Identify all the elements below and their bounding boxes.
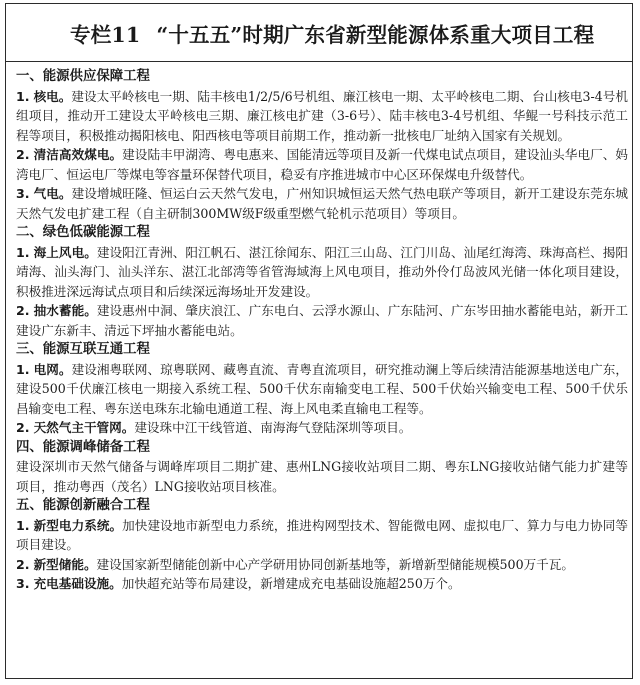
item-text: 建设惠州中洞、肇庆浪江、广东电白、云浮水源山、广东陆河、广东岑田抽水蓄能电站，新开工建设广东新丰、清远下坪抽水蓄能电站。 <box>16 303 629 338</box>
item-heading: 核电。 <box>33 88 72 104</box>
item-heading: 新型储能。 <box>33 556 97 572</box>
section-heading: 二、绿色低碳能源工程 <box>16 225 150 240</box>
list-item <box>16 555 628 575</box>
item-heading: 气电。 <box>33 186 72 201</box>
section-heading: 四、能源调峰储备工程 <box>16 439 150 455</box>
item-text: 建设增城旺隆、恒运白云天然气发电，广州知识城恒运天然气热电联产等项目，新开工建设东莞东城天然气发电扩建工程（自主研制300MW级F级重型燃气轮机示范项目）等项目。 <box>16 186 629 221</box>
item-number: 1. <box>16 244 30 260</box>
item-heading: 天然气主干管网。 <box>33 420 135 435</box>
item-text: 建设珠中江干线管道、南海海气登陆深圳等项目。 <box>134 420 412 435</box>
item-number: 1. <box>16 88 30 104</box>
item-text: 建设国家新型储能创新中心产学研用协同创新基地等，新增新型储能规模500万千瓦。 <box>96 556 574 572</box>
box-label: 专栏11 <box>70 22 141 47</box>
item-text: 加快建设地市新型电力系统，推进构网型技术、智能微电网、虚拟电厂、算力与电力协同等项目建设。 <box>16 517 628 552</box>
list-item <box>16 360 628 419</box>
item-text: 建设湘粤联网、琼粤联网、藏粤直流、青粤直流项目，研究推动澜上等后续清洁能源基地送电广东，建设500千伏廉江核电一期接入系统工程、500千伏东南输变电工程、500千伏始兴输变电工程、500千伏乐昌输变电工程、粤东送电珠东北输电通道工程、海上风电柔直输电工程等。 <box>16 361 629 416</box>
item-heading: 海上风电。 <box>33 244 97 260</box>
item-number: 3. <box>16 186 30 201</box>
item-heading: 新型电力系统。 <box>33 517 123 533</box>
item-number: 1. <box>16 517 30 533</box>
item-number: 2. <box>16 556 30 572</box>
item-text: 建设陆丰甲湖湾、粤电惠来、国能清远等项目及新一代煤电试点项目，建设汕头华电厂、妈湾电厂、恒运电厂等煤电等容量环保替代项目，稳妥有序推进城市中心区环保煤电升级替代。 <box>16 147 628 182</box>
item-text: 建设阳江青洲、阳江帆石、湛江徐闻东、阳江三山岛、江门川岛、汕尾红海湾、珠海高栏、揭阳靖海、汕头海门、汕头洋东、湛江北部湾等省管海域海上风电项目，推动外伶仃岛波风光储一体化项目建设，积极推进深远海试点项目和后续深远海场址开发建设。 <box>16 244 629 299</box>
item-number: 3. <box>16 576 30 591</box>
item-number: 2. <box>16 147 30 162</box>
list-item <box>16 145 628 184</box>
item-heading: 电网。 <box>33 361 72 377</box>
section-heading: 一、能源供应保障工程 <box>16 69 150 84</box>
item-number: 1. <box>16 361 30 377</box>
list-item <box>16 243 628 302</box>
list-item <box>16 516 628 555</box>
box-title-bar <box>6 4 632 62</box>
item-number: 2. <box>16 303 30 318</box>
item-heading: 清洁高效煤电。 <box>33 147 123 162</box>
box-body <box>16 67 628 594</box>
box-title-text: “十五五”时期广东省新型能源体系重大项目工程 <box>156 22 595 47</box>
item-text: 加快超充站等布局建设，新增建成充电基础设施超250万个。 <box>121 576 461 591</box>
list-item <box>16 87 628 146</box>
item-number: 2. <box>16 420 30 435</box>
list-item <box>16 457 628 496</box>
list-item <box>16 574 628 594</box>
project-box <box>5 3 633 679</box>
section-heading: 五、能源创新融合工程 <box>16 498 150 513</box>
item-heading: 抽水蓄能。 <box>33 303 97 318</box>
item-heading: 充电基础设施。 <box>33 576 122 591</box>
box-title <box>70 18 594 48</box>
section-heading: 三、能源互联互通工程 <box>16 342 150 357</box>
item-text: 建设太平岭核电一期、陆丰核电1/2/5/6号机组、廉江核电一期、太平岭核电二期、台山核电3-4号机组项目，推动开工建设太平岭核电三期、廉江核电扩建（3-6号）、陆丰核电3-4号机组、华鲲一号科技示范工程等项目，积极推动揭阳核电、阳西核电等项目前期工作，推动新一批核电厂址纳入国家有关规划。 <box>16 88 628 143</box>
item-text: 建设深圳市天然气储备与调峰库项目二期扩建、惠州LNG接收站项目二期、粤东LNG接收站储气能力扩建等项目，推动粤西（茂名）LNG接收站项目核准。 <box>16 459 628 494</box>
list-item <box>16 301 628 340</box>
list-item <box>16 418 628 438</box>
list-item <box>16 184 628 223</box>
